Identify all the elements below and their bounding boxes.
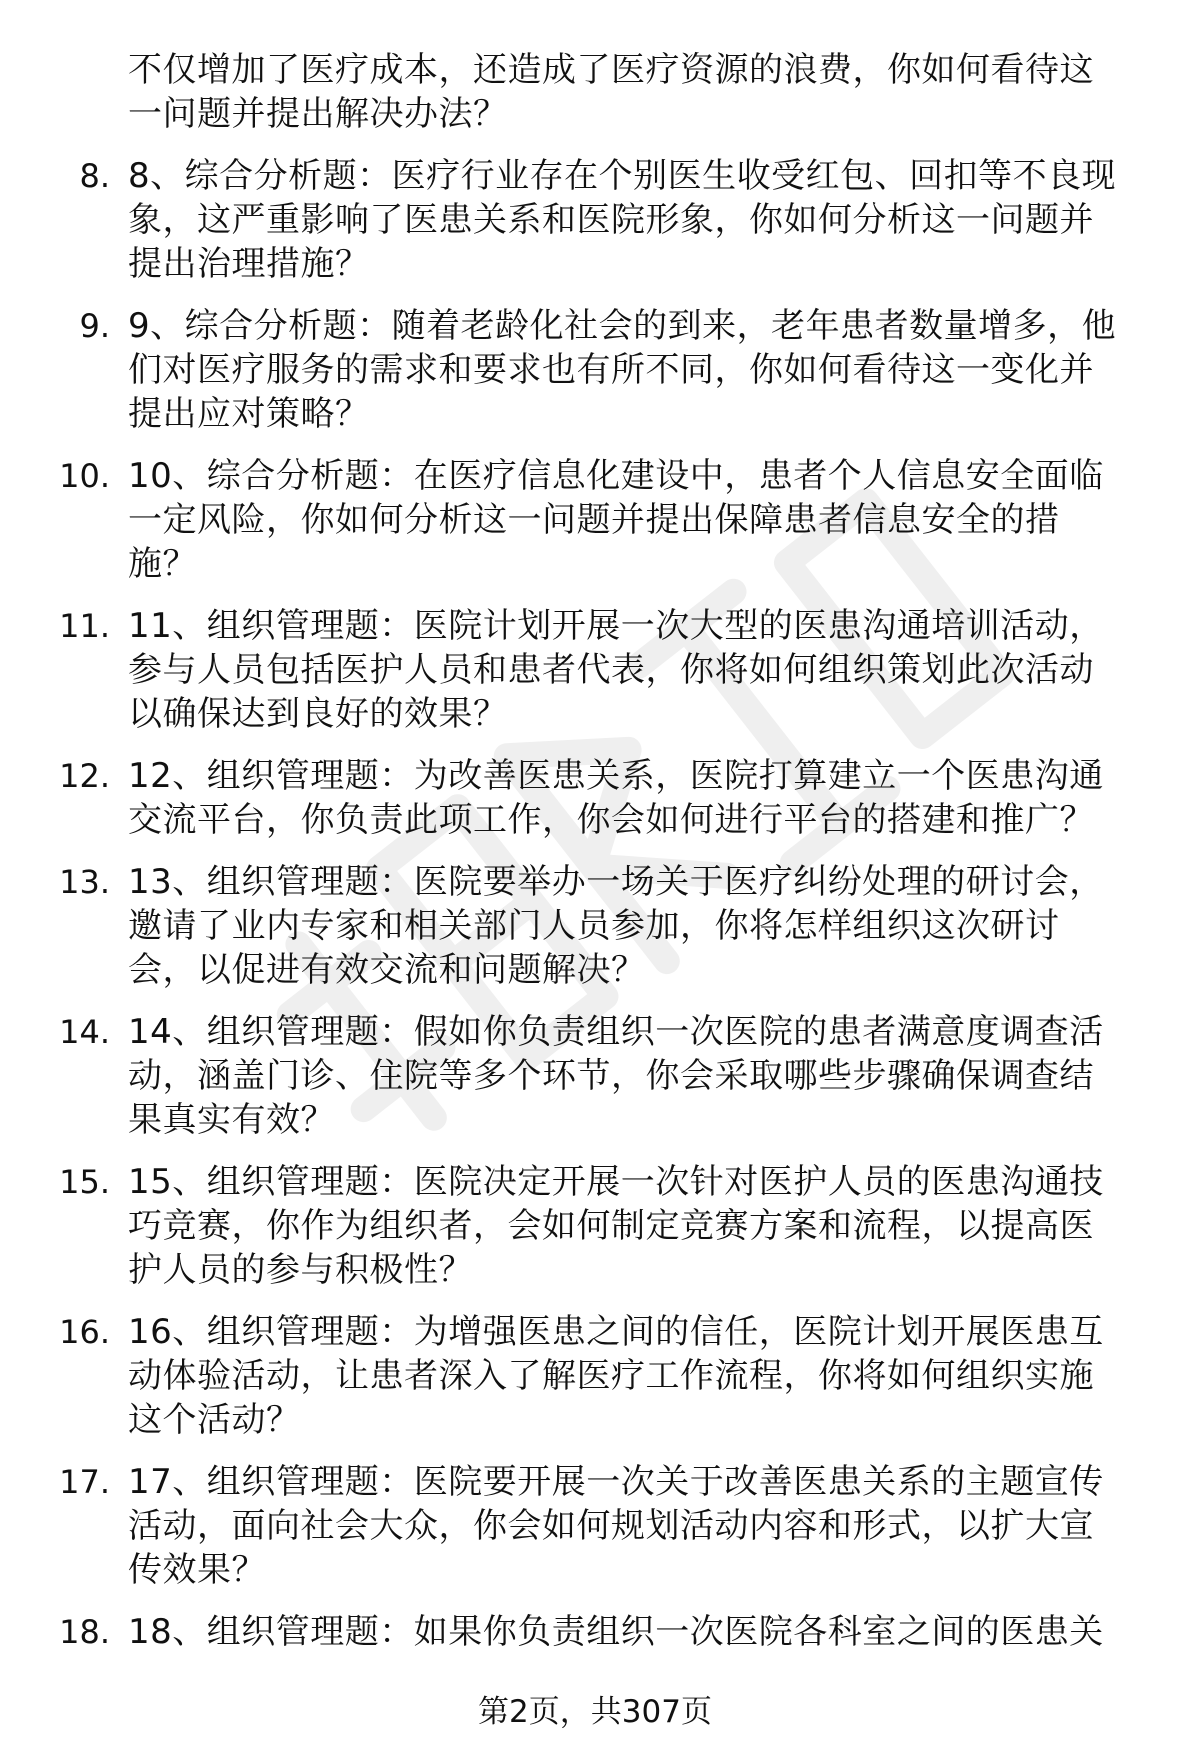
text-line: 象，这严重影响了医患关系和医院形象，你如何分析这一问题并 bbox=[128, 200, 1094, 240]
list-number: 16. bbox=[59, 1313, 110, 1351]
question-text bbox=[128, 860, 1170, 992]
text-line: 们对医疗服务的需求和要求也有所不同，你如何看待这一变化并 bbox=[128, 350, 1094, 390]
text-line: 动体验活动，让患者深入了解医疗工作流程，你将如何组织实施 bbox=[128, 1356, 1094, 1396]
question-text bbox=[128, 154, 1170, 286]
text-line: 活动，面向社会大众，你会如何规划活动内容和形式，以扩大宣 bbox=[128, 1506, 1094, 1546]
text-line: 交流平台，你负责此项工作，你会如何进行平台的搭建和推广？ bbox=[128, 800, 1094, 840]
list-number: 12. bbox=[59, 757, 110, 795]
question-text bbox=[128, 754, 1170, 842]
text-line: 14、组织管理题：假如你负责组织一次医院的患者满意度调查活 bbox=[128, 1012, 1104, 1052]
text-line: 一问题并提出解决办法？ bbox=[128, 94, 508, 134]
question-item-17 bbox=[0, 1460, 1190, 1592]
document-body bbox=[0, 48, 1190, 1654]
question-item-16 bbox=[0, 1310, 1190, 1442]
list-number: 13. bbox=[59, 863, 110, 901]
text-line: 11、组织管理题：医院计划开展一次大型的医患沟通培训活动， bbox=[128, 606, 1104, 646]
question-item-10 bbox=[0, 454, 1190, 586]
continued-paragraph bbox=[0, 48, 1190, 136]
question-text bbox=[128, 1460, 1170, 1592]
list-number: 11. bbox=[59, 607, 110, 645]
question-text bbox=[128, 1610, 1170, 1654]
question-item-15 bbox=[0, 1160, 1190, 1292]
question-item-9 bbox=[0, 304, 1190, 436]
text-line: 果真实有效？ bbox=[128, 1100, 335, 1140]
text-line: 以确保达到良好的效果？ bbox=[128, 694, 508, 734]
question-text bbox=[128, 1160, 1170, 1292]
text-line: 动，涵盖门诊、住院等多个环节，你会采取哪些步骤确保调查结 bbox=[128, 1056, 1094, 1096]
list-number: 9. bbox=[79, 307, 110, 345]
list-number: 18. bbox=[59, 1613, 110, 1651]
list-number: 10. bbox=[59, 457, 110, 495]
question-text bbox=[128, 604, 1170, 736]
text-line: 9、综合分析题：随着老龄化社会的到来，老年患者数量增多，他 bbox=[128, 306, 1117, 346]
text-line: 提出治理措施？ bbox=[128, 244, 370, 284]
text-line: 17、组织管理题：医院要开展一次关于改善医患关系的主题宣传 bbox=[128, 1462, 1104, 1502]
question-text bbox=[128, 304, 1170, 436]
text-line: 16、组织管理题：为增强医患之间的信任，医院计划开展医患互 bbox=[128, 1312, 1104, 1352]
text-line: 参与人员包括医护人员和患者代表，你将如何组织策划此次活动 bbox=[128, 650, 1094, 690]
text-line: 18、组织管理题：如果你负责组织一次医院各科室之间的医患关 bbox=[128, 1612, 1104, 1652]
list-number: 8. bbox=[79, 157, 110, 195]
text-line: 施？ bbox=[128, 544, 197, 584]
list-number: 15. bbox=[59, 1163, 110, 1201]
text-line: 提出应对策略？ bbox=[128, 394, 370, 434]
text-line: 巧竞赛，你作为组织者，会如何制定竞赛方案和流程，以提高医 bbox=[128, 1206, 1094, 1246]
question-text bbox=[128, 1310, 1170, 1442]
text-line: 10、综合分析题：在医疗信息化建设中，患者个人信息安全面临 bbox=[128, 456, 1104, 496]
text-line: 12、组织管理题：为改善医患关系，医院打算建立一个医患沟通 bbox=[128, 756, 1104, 796]
text-line: 不仅增加了医疗成本，还造成了医疗资源的浪费，你如何看待这 bbox=[128, 50, 1094, 90]
question-text bbox=[128, 454, 1170, 586]
text-line: 15、组织管理题：医院决定开展一次针对医护人员的医患沟通技 bbox=[128, 1162, 1104, 1202]
list-number: 17. bbox=[59, 1463, 110, 1501]
text-line: 传效果？ bbox=[128, 1550, 266, 1590]
question-item-12 bbox=[0, 754, 1190, 842]
text-line: 一定风险，你如何分析这一问题并提出保障患者信息安全的措 bbox=[128, 500, 1060, 540]
question-item-18 bbox=[0, 1610, 1190, 1654]
text-line: 邀请了业内专家和相关部门人员参加，你将怎样组织这次研讨 bbox=[128, 906, 1060, 946]
question-item-8 bbox=[0, 154, 1190, 286]
question-item-13 bbox=[0, 860, 1190, 992]
text-line: 13、组织管理题：医院要举办一场关于医疗纠纷处理的研讨会， bbox=[128, 862, 1104, 902]
question-item-11 bbox=[0, 604, 1190, 736]
text-line: 护人员的参与积极性？ bbox=[128, 1250, 473, 1290]
list-number: 14. bbox=[59, 1013, 110, 1051]
text-line: 会，以促进有效交流和问题解决？ bbox=[128, 950, 646, 990]
question-item-14 bbox=[0, 1010, 1190, 1142]
text-line: 这个活动？ bbox=[128, 1400, 301, 1440]
page-number-footer: 第2页，共307页 bbox=[478, 1694, 712, 1730]
text-line: 8、综合分析题：医疗行业存在个别医生收受红包、回扣等不良现 bbox=[128, 156, 1117, 196]
question-text bbox=[128, 1010, 1170, 1142]
